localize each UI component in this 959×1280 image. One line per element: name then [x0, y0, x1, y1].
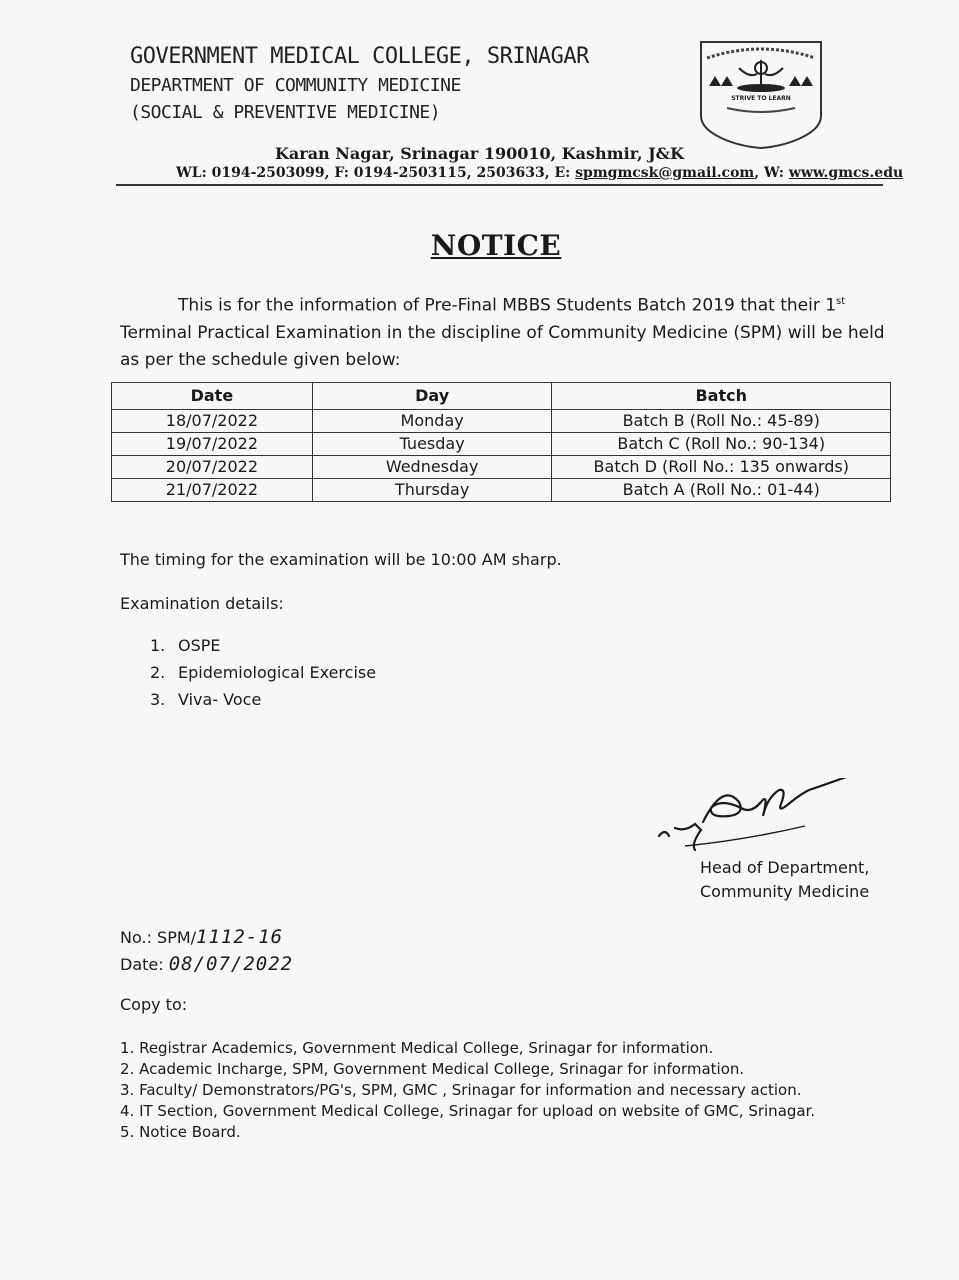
department-name: DEPARTMENT OF COMMUNITY MEDICINE: [130, 75, 461, 96]
department-subtitle: (SOCIAL & PREVENTIVE MEDICINE): [130, 102, 441, 123]
reference-number: No.: SPM/1112-16: [120, 926, 284, 948]
list-item: 3. Faculty/ Demonstrators/PG's, SPM, GMC , Srinagar for information and necessary action.: [120, 1081, 802, 1099]
batch-cell: Batch C (Roll No.: 90-134): [552, 433, 891, 456]
batch-cell: Batch B (Roll No.: 45-89): [552, 410, 891, 433]
intro-paragraph: [120, 288, 890, 374]
copy-to-heading: Copy to:: [120, 995, 188, 1014]
list-item: 1. OSPE: [150, 636, 221, 655]
copy-to-list: [120, 1038, 815, 1143]
table-row: [112, 479, 891, 502]
day-cell: Thursday: [312, 479, 552, 502]
date-cell: 19/07/2022: [112, 433, 313, 456]
table-row: [112, 456, 891, 479]
column-header-day: Day: [312, 383, 552, 410]
college-emblem-logo: [697, 38, 825, 150]
date-cell: 21/07/2022: [112, 479, 313, 502]
reference-date: Date: 08/07/2022: [120, 953, 294, 975]
letterhead: [130, 44, 589, 123]
batch-cell: Batch D (Roll No.: 135 onwards): [552, 456, 891, 479]
header-rule: [116, 184, 883, 186]
details-list: [150, 632, 376, 713]
day-cell: Tuesday: [312, 433, 552, 456]
details-heading: Examination details:: [120, 594, 284, 613]
column-header-batch: Batch: [552, 383, 891, 410]
college-name: GOVERNMENT MEDICAL COLLEGE, SRINAGAR: [130, 44, 589, 69]
intro-text-continued: Terminal Practical Examination in the discipline of Community Medicine (SPM) will be held as per the schedule given below:: [120, 322, 885, 370]
logo-motto: STRIVE TO LEARN: [731, 95, 791, 102]
signatory-department: Community Medicine: [700, 882, 870, 901]
table-row: [112, 410, 891, 433]
list-item: 3. Viva- Voce: [150, 690, 262, 709]
batch-cell: Batch A (Roll No.: 01-44): [552, 479, 891, 502]
timing-text: The timing for the examination will be 10:00 AM sharp.: [120, 550, 562, 569]
signatory-title: Head of Department,: [700, 858, 870, 877]
contact-email: spmgmcsk@gmail.com: [575, 165, 755, 181]
list-item: 2. Epidemiological Exercise: [150, 663, 377, 682]
schedule-table: [111, 382, 891, 502]
table-row: [112, 433, 891, 456]
college-address: Karan Nagar, Srinagar 190010, Kashmir, J&K: [274, 144, 685, 163]
contact-website: www.gmcs.edu: [788, 165, 904, 181]
signatory-block: [700, 856, 869, 904]
column-header-date: Date: [112, 383, 313, 410]
intro-text: This is for the information of Pre-Final MBBS Students Batch 2019 that their 1: [178, 295, 837, 316]
date-cell: 20/07/2022: [112, 456, 313, 479]
handwritten-date: 08/07/2022: [168, 953, 294, 975]
list-item: 5. Notice Board.: [120, 1123, 241, 1141]
day-cell: Wednesday: [312, 456, 552, 479]
date-cell: 18/07/2022: [112, 410, 313, 433]
signature: [655, 778, 945, 858]
schedule-header-row: [112, 383, 891, 410]
list-item: 4. IT Section, Government Medical College, Srinagar for upload on website of GMC, Srinagar.: [120, 1102, 816, 1120]
handwritten-reference-number: 1112-16: [196, 926, 284, 948]
contact-separator: , W:: [754, 165, 789, 181]
contact-line: [176, 165, 903, 181]
reference-block: [120, 924, 293, 978]
notice-title: NOTICE: [430, 229, 562, 262]
contact-phones: WL: 0194-2503099, F: 0194-2503115, 2503633, E:: [176, 165, 576, 181]
intro-superscript: st: [836, 296, 846, 307]
list-item: 2. Academic Incharge, SPM, Government Medical College, Srinagar for information.: [120, 1060, 745, 1078]
day-cell: Monday: [312, 410, 552, 433]
list-item: 1. Registrar Academics, Government Medical College, Srinagar for information.: [120, 1039, 714, 1057]
